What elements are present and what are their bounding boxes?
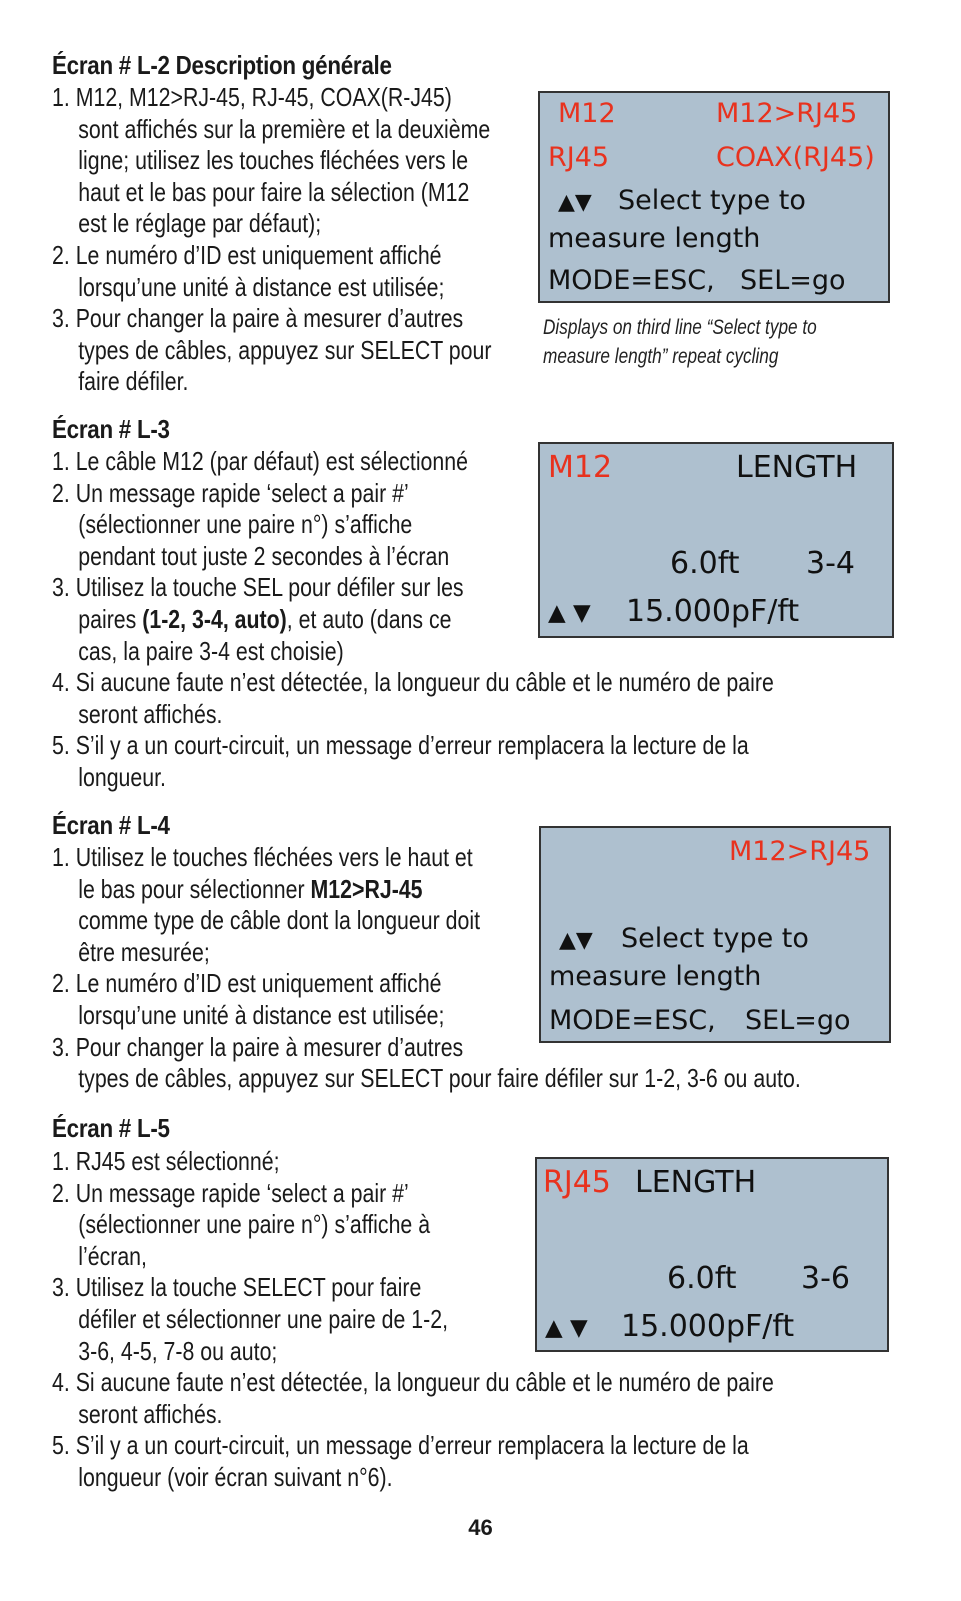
lcd-cable-type: M12 bbox=[548, 450, 613, 485]
list-item-cont: sont affichés sur la première et la deuxième bbox=[78, 113, 491, 144]
list-item-cont: l’écran, bbox=[78, 1240, 147, 1271]
list-item: 1. Le câble M12 (par défaut) est sélectionné bbox=[52, 446, 468, 476]
list-item: 4. Si aucune faute n’est détectée, la longueur du câble et le numéro de paire bbox=[52, 667, 774, 698]
list-item: 1. M12, M12>RJ-45, RJ-45, COAX(R-J45) bbox=[52, 82, 452, 112]
lcd-option-coax: COAX(RJ45) bbox=[716, 142, 875, 173]
list-item-cont: types de câbles, appuyez sur SELECT pour faire défiler sur 1-2, 3-6 ou auto. bbox=[78, 1063, 801, 1094]
list-item: 2. Le numéro d’ID est uniquement affiché bbox=[52, 239, 442, 270]
lcd-capacitance: 15.000pF/ft bbox=[621, 1309, 795, 1344]
list-item-cont: lorsqu’une unité à distance est utilisée; bbox=[78, 999, 445, 1030]
section-heading-l4: Écran # L-4 bbox=[52, 810, 170, 840]
list-item: 3. Utilisez la touche SEL pour défiler sur les bbox=[52, 572, 464, 603]
list-item-cont: faire défiler. bbox=[78, 366, 189, 397]
lcd-screen-l3 bbox=[538, 442, 894, 638]
list-item: 2. Le numéro d’ID est uniquement affiché bbox=[52, 968, 442, 999]
lcd-mode-esc: MODE=ESC, bbox=[549, 1005, 716, 1036]
lcd-cable-type: RJ45 bbox=[543, 1165, 611, 1200]
lcd-caption: Displays on third line “Select type to measure length” repeat cycling bbox=[543, 316, 817, 368]
list-item-cont: seront affichés. bbox=[78, 1398, 223, 1429]
lcd-option-rj45: RJ45 bbox=[548, 142, 610, 173]
lcd-capacitance: 15.000pF/ft bbox=[626, 594, 800, 629]
list-item: 3. Pour changer la paire à mesurer d’autres bbox=[52, 1031, 464, 1062]
list-item-cont: ligne; utilisez les touches fléchées vers le bbox=[78, 145, 469, 176]
list-item-cont: longueur (voir écran suivant n°6). bbox=[78, 1461, 393, 1492]
lcd-sel-go: SEL=go bbox=[745, 1005, 851, 1036]
list-item-cont: paires (1-2, 3-4, auto), et auto (dans ce bbox=[78, 603, 452, 634]
list-item-cont: types de câbles, appuyez sur SELECT pour bbox=[78, 334, 492, 365]
lcd-screen-l2 bbox=[538, 91, 890, 303]
list-item-cont: (sélectionner une paire n°) s’affiche à bbox=[78, 1209, 431, 1240]
lcd-screen-l4 bbox=[539, 826, 891, 1043]
section-heading-l2: Écran # L-2 Description générale bbox=[52, 50, 392, 80]
list-item: 3. Utilisez la touche SELECT pour faire bbox=[52, 1272, 422, 1303]
lcd-pair: 3-6 bbox=[801, 1261, 850, 1296]
up-down-arrows-icon: ▲ ▼ bbox=[545, 1315, 588, 1341]
lcd-option-m12-rj45: M12>RJ45 bbox=[716, 98, 858, 129]
list-item: 1. Utilisez le touches fléchées vers le haut et bbox=[52, 842, 473, 872]
list-item-cont: seront affichés. bbox=[78, 698, 223, 729]
list-item: 1. RJ45 est sélectionné; bbox=[52, 1146, 280, 1176]
list-item-cont: haut et le bas pour faire la sélection (M12 bbox=[78, 176, 470, 207]
list-item: 5. S’il y a un court-circuit, un message d’erreur remplacera la lecture de la bbox=[52, 1430, 749, 1461]
section-heading-l5: Écran # L-5 bbox=[52, 1113, 170, 1143]
list-item-cont: 3-6, 4-5, 7-8 ou auto; bbox=[78, 1335, 278, 1366]
page-number: 46 bbox=[468, 1515, 493, 1540]
section-heading-l3: Écran # L-3 bbox=[52, 414, 170, 444]
up-down-arrows-icon: ▲▼ bbox=[558, 190, 592, 215]
lcd-length-label: LENGTH bbox=[736, 450, 858, 485]
list-item-cont: pendant tout juste 2 secondes à l’écran bbox=[78, 540, 450, 571]
list-item-cont: le bas pour sélectionner M12>RJ-45 bbox=[78, 873, 423, 904]
pairs-bold: (1-2, 3-4, auto) bbox=[142, 603, 287, 634]
lcd-mode-esc: MODE=ESC, bbox=[548, 265, 715, 296]
up-down-arrows-icon: ▲▼ bbox=[559, 928, 593, 953]
lcd-distance: 6.0ft bbox=[667, 1261, 737, 1296]
list-item: 4. Si aucune faute n’est détectée, la longueur du câble et le numéro de paire bbox=[52, 1367, 774, 1398]
list-item-cont: (sélectionner une paire n°) s’affiche bbox=[78, 509, 413, 540]
lcd-pair: 3-4 bbox=[806, 546, 855, 581]
lcd-prompt-line1: Select type to bbox=[621, 923, 809, 954]
lcd-length-label: LENGTH bbox=[635, 1165, 757, 1200]
lcd-cable-type: M12>RJ45 bbox=[729, 836, 871, 867]
list-item-cont: cas, la paire 3-4 est choisie) bbox=[78, 635, 344, 666]
up-down-arrows-icon: ▲ ▼ bbox=[548, 600, 591, 626]
lcd-distance: 6.0ft bbox=[670, 546, 740, 581]
list-item: 5. S’il y a un court-circuit, un message d’erreur remplacera la lecture de la bbox=[52, 730, 749, 761]
list-item-cont: être mesurée; bbox=[78, 936, 210, 967]
lcd-prompt-line2: measure length bbox=[548, 223, 761, 254]
list-item: 3. Pour changer la paire à mesurer d’autres bbox=[52, 303, 464, 334]
list-item-cont: est le réglage par défaut); bbox=[78, 208, 322, 239]
lcd-option-m12: M12 bbox=[558, 98, 616, 129]
list-item-cont: longueur. bbox=[78, 761, 166, 792]
cable-type-bold: M12>RJ-45 bbox=[310, 873, 423, 904]
list-item-cont: lorsqu’une unité à distance est utilisée; bbox=[78, 271, 445, 302]
l2-list bbox=[52, 82, 491, 398]
lcd-prompt-line2: measure length bbox=[549, 961, 762, 992]
lcd-screen-l5 bbox=[535, 1157, 889, 1352]
list-item: 2. Un message rapide ‘select a pair #’ bbox=[52, 1177, 409, 1208]
list-item-cont: comme type de câble dont la longueur doit bbox=[78, 905, 481, 936]
list-item-cont: défiler et sélectionner une paire de 1-2, bbox=[78, 1303, 449, 1334]
lcd-prompt-line1: Select type to bbox=[618, 185, 806, 216]
list-item: 2. Un message rapide ‘select a pair #’ bbox=[52, 477, 409, 508]
lcd-sel-go: SEL=go bbox=[740, 265, 846, 296]
